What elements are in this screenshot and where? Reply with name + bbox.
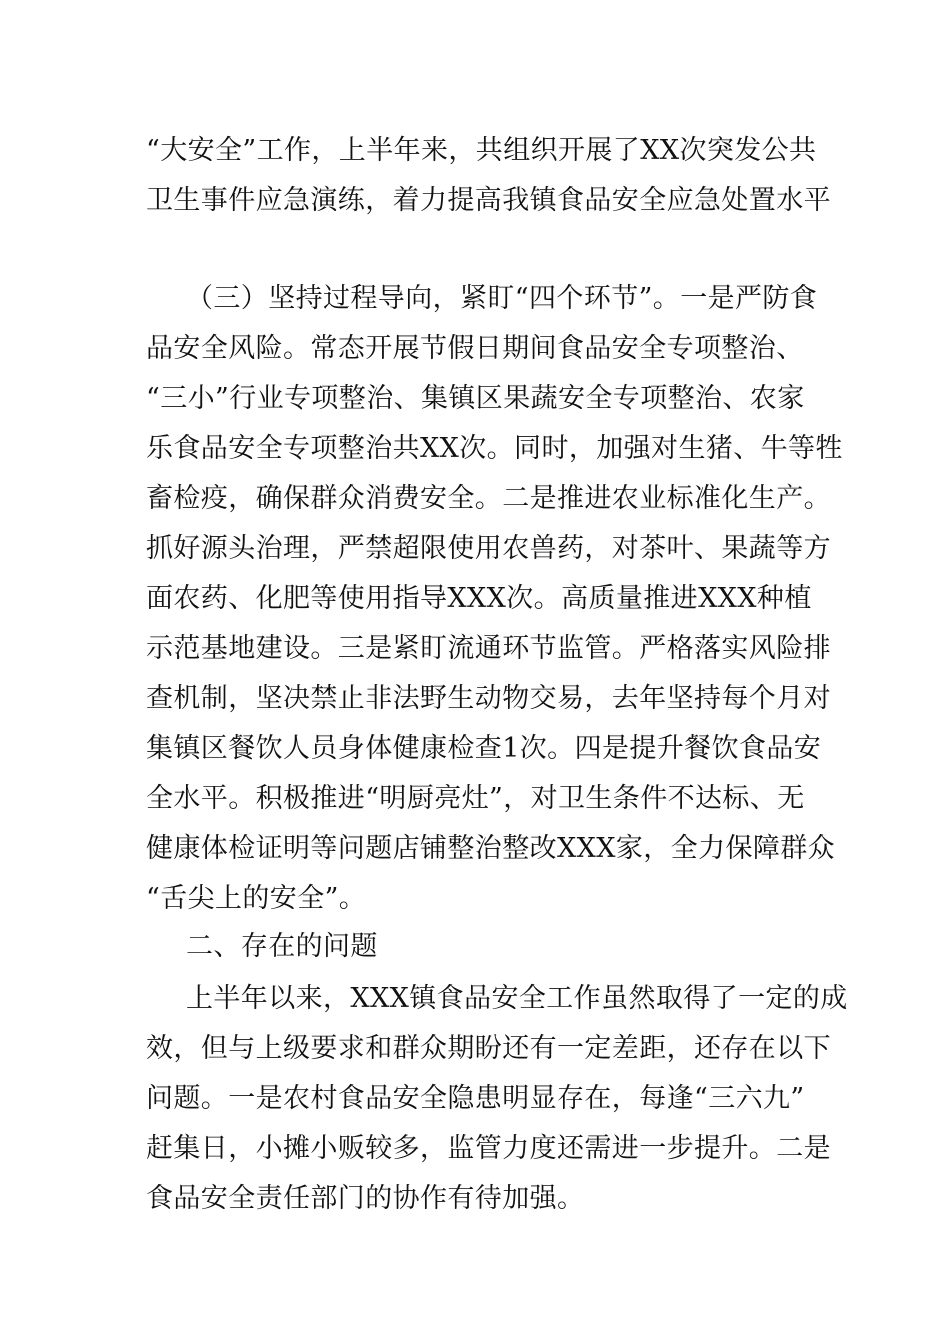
text-line: 品安全风险。常态开展节假日期间食品安全专项整治、 <box>146 333 804 364</box>
text-line: 畜检疫，确保群众消费安全。二是推进农业标准化生产。 <box>146 483 831 514</box>
text-line: 查机制，坚决禁止非法野生动物交易，去年坚持每个月对 <box>146 683 831 714</box>
text-line: 集镇区餐饮人员身体健康检查1次。四是提升餐饮食品安 <box>146 733 822 764</box>
text-line: 乐食品安全专项整治共XX次。同时，加强对生猪、牛等牲 <box>146 433 843 464</box>
text-line: “舌尖上的安全”。 <box>146 883 367 914</box>
text-line: 健康体检证明等问题店铺整治整改XXX家，全力保障群众 <box>146 833 836 864</box>
text-line: 抓好源头治理，严禁超限使用农兽药，对茶叶、果蔬等方 <box>146 533 831 564</box>
text-line: 食品安全责任部门的协作有待加强。 <box>146 1183 585 1214</box>
text-line: 面农药、化肥等使用指导XXX次。高质量推进XXX种植 <box>146 583 812 614</box>
text-line: “三小”行业专项整治、集镇区果蔬安全专项整治、农家 <box>146 383 805 414</box>
text-line: 卫生事件应急演练，着力提高我镇食品安全应急处置水平 <box>146 185 831 216</box>
section-heading-line: （三）坚持过程导向，紧盯“四个环节”。一是严防食 <box>186 283 818 314</box>
text-line: 赶集日，小摊小贩较多，监管力度还需进一步提升。二是 <box>146 1133 831 1164</box>
text-line: 示范基地建设。三是紧盯流通环节监管。严格落实风险排 <box>146 633 831 664</box>
text-line: 效，但与上级要求和群众期盼还有一定差距，还存在以下 <box>146 1033 831 1064</box>
text-line: 问题。一是农村食品安全隐患明显存在，每逢“三六九” <box>146 1083 805 1114</box>
text-line: 全水平。积极推进“明厨亮灶”，对卫生条件不达标、无 <box>146 783 805 814</box>
text-line: “大安全”工作，上半年来，共组织开展了XX次突发公共 <box>146 135 817 166</box>
section-heading: 二、存在的问题 <box>186 931 378 962</box>
text-line: 上半年以来，XXX镇食品安全工作虽然取得了一定的成 <box>186 983 848 1014</box>
